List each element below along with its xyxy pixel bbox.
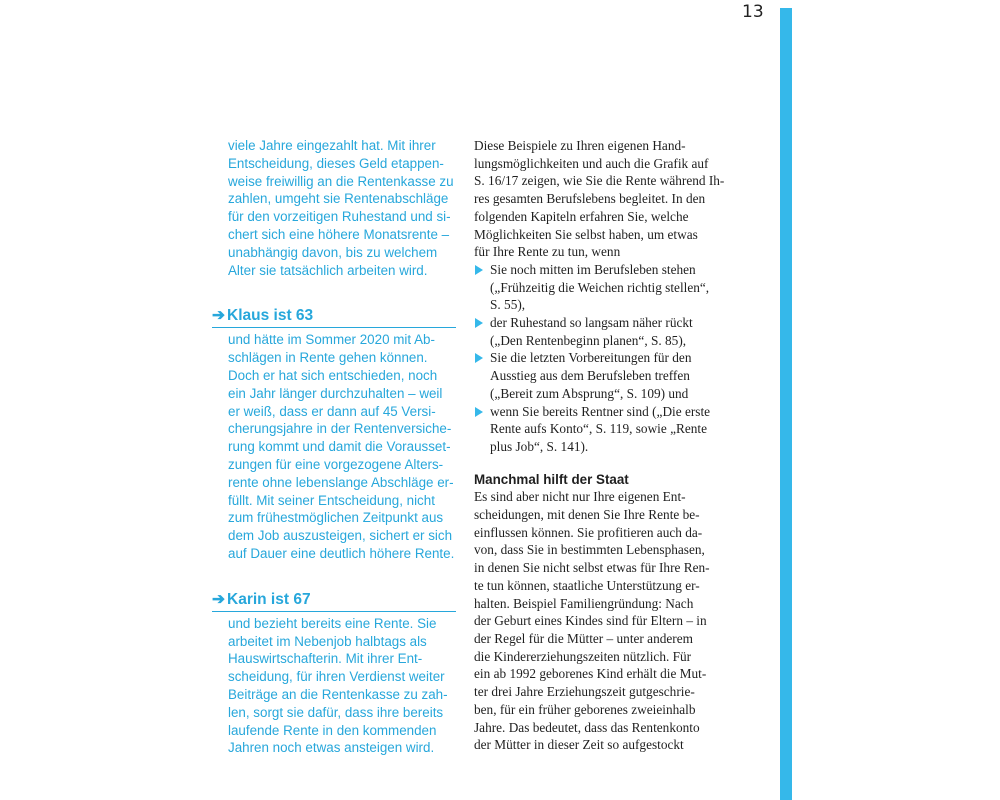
text-line: Entscheidung, dieses Geld etappen- [228, 155, 444, 171]
page-number: 13 [742, 2, 764, 22]
text-line: Beiträge an die Rentenkasse zu zah- [228, 686, 448, 702]
list-item [474, 403, 724, 456]
text-line: dem Job auszusteigen, sichert er sich [228, 528, 453, 544]
text-line: er weiß, dass er dann auf 45 Versi- [228, 403, 436, 419]
text-line: und bezieht bereits eine Rente. Sie [228, 615, 437, 631]
example-title [212, 590, 456, 612]
text-line: und hätte im Sommer 2020 mit Ab- [228, 332, 435, 348]
side-color-bar [780, 8, 792, 800]
text-line: Jahre. Das bedeutet, dass das Rentenkonto [474, 719, 700, 735]
list-item [474, 314, 724, 349]
text-line: („Bereit zum Absprung“, S. 109) und [490, 385, 689, 401]
text-line: rung kommt und damit die Vorausset- [228, 439, 451, 455]
text-line: S. 16/17 zeigen, wie Sie die Rente während Ih- [474, 173, 725, 189]
text-line: lungsmöglichkeiten und auch die Grafik auf [474, 155, 709, 171]
text-line: Diese Beispiele zu Ihren eigenen Hand- [474, 138, 686, 153]
text-line: halten. Beispiel Familiengründung: Nach [474, 595, 694, 611]
text-line: füllt. Mit seiner Entscheidung, nicht [228, 492, 435, 508]
text-line: Es sind aber nicht nur Ihre eigenen Ent- [474, 489, 686, 505]
text-line: chert sich eine höhere Monatsrente – [228, 226, 450, 242]
section-heading: Manchmal hilft der Staat [474, 471, 629, 487]
text-line: die Kindererziehungszeiten nützlich. Für [474, 648, 692, 664]
text-line: S. 55), [490, 297, 526, 313]
text-line: unabhängig davon, bis zu welchem [228, 244, 438, 260]
text-line: der Ruhestand so langsam näher rückt [490, 315, 693, 331]
bullet-list [474, 261, 724, 456]
text-line: cherungsjahre in der Rentenversiche- [228, 421, 452, 437]
triangle-bullet-icon [475, 353, 483, 363]
section-paragraph [474, 488, 724, 754]
text-line: für den vorzeitigen Ruhestand und si- [228, 209, 451, 225]
text-line: Möglichkeiten Sie selbst haben, um etwas [474, 226, 698, 242]
triangle-bullet-icon [475, 407, 483, 417]
example-box-karin [212, 590, 456, 757]
text-line: Sie die letzten Vorbereitungen für den [490, 350, 692, 366]
text-line: Doch er hat sich entschieden, noch [228, 367, 438, 383]
right-column [474, 137, 724, 754]
text-line: („Den Rentenbeginn planen“, S. 85), [490, 332, 687, 348]
text-line: viele Jahre eingezahlt hat. Mit ihrer [228, 138, 436, 153]
intro-paragraph [212, 137, 456, 279]
list-item [474, 349, 724, 402]
text-line: für Ihre Rente zu tun, wenn [474, 244, 621, 260]
text-line: folgenden Kapiteln erfahren Sie, welche [474, 208, 689, 224]
text-line: scheidung, für ihren Verdienst weiter [228, 669, 445, 685]
text-line: ter drei Jahre Erziehungszeit gutgeschrie- [474, 684, 695, 700]
text-line: („Frühzeitig die Weichen richtig stellen“, [490, 279, 710, 295]
text-line: einflussen können. Sie profitieren auch da- [474, 524, 703, 540]
list-item [474, 261, 724, 314]
triangle-bullet-icon [475, 265, 483, 275]
text-line: res gesamten Berufslebens begleitet. In den [474, 191, 706, 207]
example-title-text: Klaus ist 63 [227, 307, 314, 325]
text-line: laufende Rente in den kommenden [228, 722, 437, 738]
text-line: weise freiwillig an die Rentenkasse zu [228, 173, 454, 189]
text-line: Sie noch mitten im Berufsleben stehen [490, 261, 696, 277]
text-line: auf Dauer eine deutlich höhere Rente. [228, 545, 455, 561]
text-line: Hauswirtschafterin. Mit ihrer Ent- [228, 651, 423, 667]
text-line: ben, für ein früher geborenes zweieinhalb [474, 701, 696, 717]
text-line: zungen für eine vorgezogene Alters- [228, 456, 444, 472]
text-line: ein ab 1992 geborenes Kind erhält die Mut- [474, 666, 707, 682]
text-line: schlägen in Rente gehen können. [228, 350, 428, 366]
text-line: arbeitet im Nebenjob halbtags als [228, 633, 427, 649]
text-line: zum frühestmöglichen Zeitpunkt aus [228, 510, 444, 526]
text-line: scheidungen, mit denen Sie Ihre Rente be- [474, 507, 700, 523]
text-line: Jahren noch etwas ansteigen wird. [228, 740, 435, 756]
text-line: Ausstieg aus dem Berufsleben treffen [490, 368, 690, 384]
arrow-right-icon: ➔ [212, 590, 225, 608]
intro-paragraph [474, 137, 724, 261]
example-title-text: Karin ist 67 [227, 590, 311, 608]
triangle-bullet-icon [475, 318, 483, 328]
text-line: der Mütter in dieser Zeit so aufgestockt [474, 737, 684, 753]
left-column [212, 137, 456, 757]
text-line: zahlen, umgeht sie Rentenabschläge [228, 191, 449, 207]
text-line: Alter sie tatsächlich arbeiten wird. [228, 262, 428, 278]
example-paragraph [212, 331, 456, 562]
text-line: der Regel für die Mütter – unter anderem [474, 630, 693, 646]
text-line: Rente aufs Konto“, S. 119, sowie „Rente [490, 421, 708, 437]
example-box-klaus [212, 306, 456, 562]
text-line: te tun können, staatliche Unterstützung er- [474, 577, 700, 593]
example-title [212, 306, 456, 328]
text-line: von, dass Sie in bestimmten Lebensphasen, [474, 542, 705, 558]
arrow-right-icon: ➔ [212, 307, 225, 325]
text-line: in denen Sie nicht selbst etwas für Ihre Ren- [474, 560, 710, 576]
text-line: plus Job“, S. 141). [490, 438, 589, 454]
text-line: der Geburt eines Kindes sind für Eltern – in [474, 613, 707, 629]
example-paragraph [212, 615, 456, 757]
text-line: ein Jahr länger durchzuhalten – weil [228, 385, 443, 401]
text-line: wenn Sie bereits Rentner sind („Die erste [490, 403, 711, 419]
text-line: rente ohne lebenslange Abschläge er- [228, 474, 454, 490]
text-line: len, sorgt sie dafür, dass ihre bereits [228, 704, 444, 720]
